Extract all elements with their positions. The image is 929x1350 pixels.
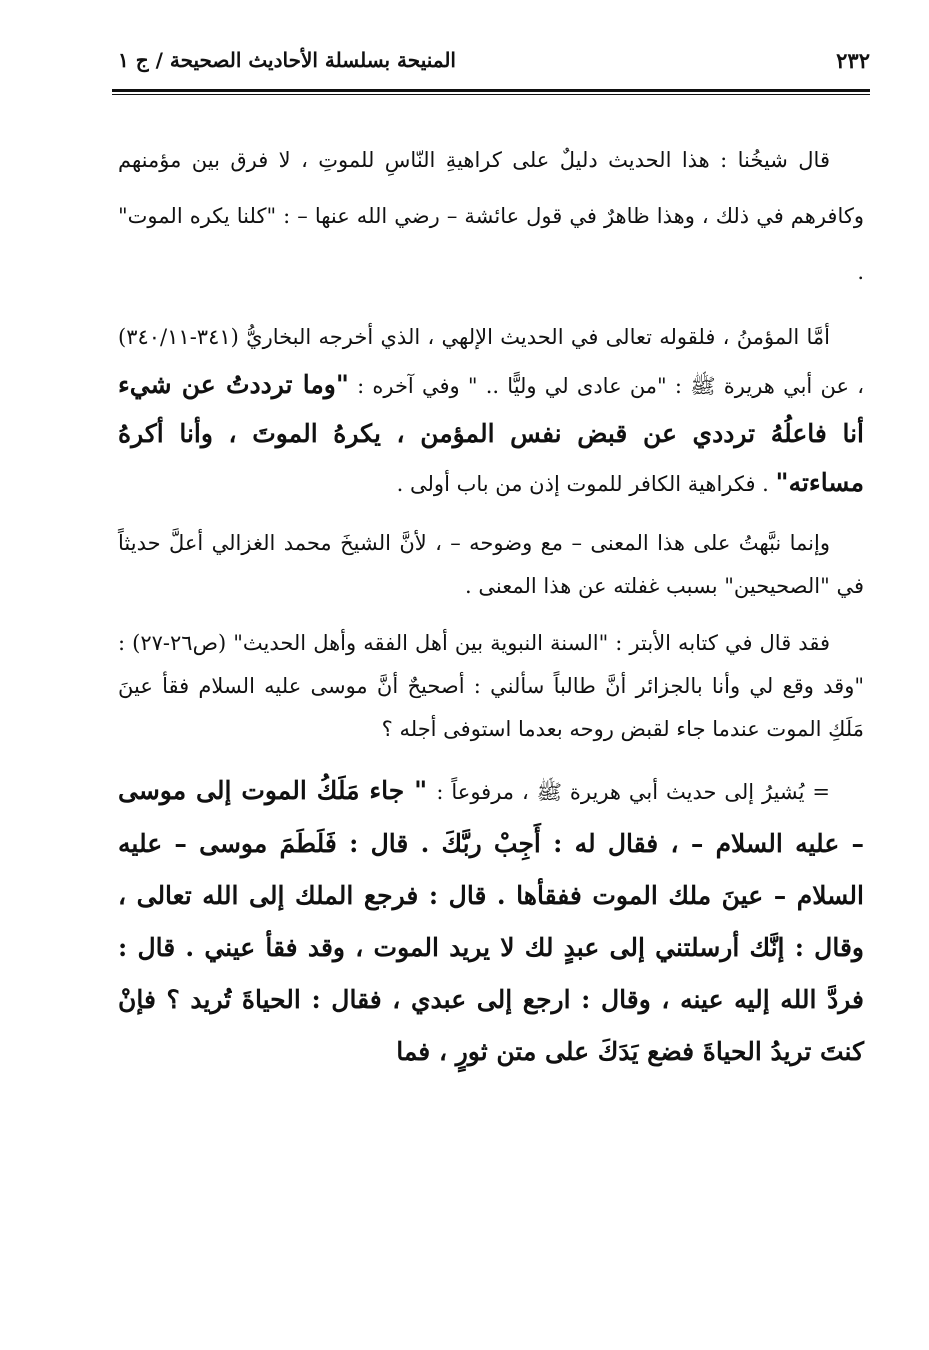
- paragraph-1: قال شيخُنا : هذا الحديث دليلٌ على كراهيةِ النّاسِ للموتِ ، لا فرق بين مؤمنهم وكافرهم في ذلك ، وهذا ظاهرٌ في قول عائشة – رضي الله عنها – : "كلنا يكره الموت" .: [118, 148, 864, 284]
- paragraph-2: [118, 314, 864, 508]
- paragraph-4: فقد قال في كتابه الأبتر : "السنة النبوية بين أهل الفقه وأهل الحديث" (ص٢٦-٢٧) : "وقد وقع لي وأنا بالجزائر أنَّ طالباً سألني : أصحيحٌ أنَّ موسى عليه السلام فقأ عينَ مَلَكِ الموت عندما جاء لقبض روحه بعدما استوفى أجله ؟: [118, 631, 864, 741]
- paragraph-5: [118, 765, 864, 1078]
- paragraph-2-tail: . فكراهية الكافر للموت إذن من باب أولى .: [396, 472, 769, 496]
- paragraph-2-lead: أمَّا المؤمنُ ، فلقوله تعالى في الحديث الإلهي ، الذي أخرجه البخاريُّ (٣٤١-٣٤٠/١١) ، عن أبي هريرة ﷺ : "من عادى لي وليًّا .. " وفي آخره :: [118, 325, 864, 398]
- hadith-quote-moses: " جاء مَلَكُ الموت إلى موسى – عليه السلام – ، فقال له : أَجِبْ ربَّكَ . قال : فَلَطَمَ موسى – عليه السلام – عينَ ملك الموت ففقأها . قال : فرجع الملك إلى الله تعالى ، وقال : إنَّك أرسلتني إلى عبدٍ لك لا يريد الموت ، وقد فقأ عيني . قال : فردَّ الله إليه عينه ، وقال : ارجع إلى عبدي ، فقال : الحياةَ تُريد ؟ فإنْ كنتَ تريدُ الحياةَ فضع يَدَكَ على متن ثورٍ ، فما: [118, 776, 864, 1066]
- header-rule: [112, 89, 870, 95]
- hadith-quote: "وما ترددتُ عن شيء أنا فاعلُهُ ترددي عن قبض نفس المؤمن ، يكرهُ الموتَ ، وأنا أكرهُ مساءته": [118, 370, 864, 497]
- page-body: [118, 132, 864, 1078]
- page-header: [118, 44, 870, 90]
- paragraph-3: وإنما نبَّهتُ على هذا المعنى – مع وضوحه – ، لأنَّ الشيخَ محمد الغزالي أعلَّ حديثاً في "الصحيحين" بسبب غفلته عن هذا المعنى .: [118, 531, 864, 598]
- paragraph-5-lead: = يُشيرُ إلى حديث أبي هريرة ﷺ ، مرفوعاً :: [436, 780, 830, 804]
- page-number: ٢٣٢: [836, 48, 870, 73]
- running-title: المنيحة بسلسلة الأحاديث الصحيحة / ج ١: [118, 48, 456, 72]
